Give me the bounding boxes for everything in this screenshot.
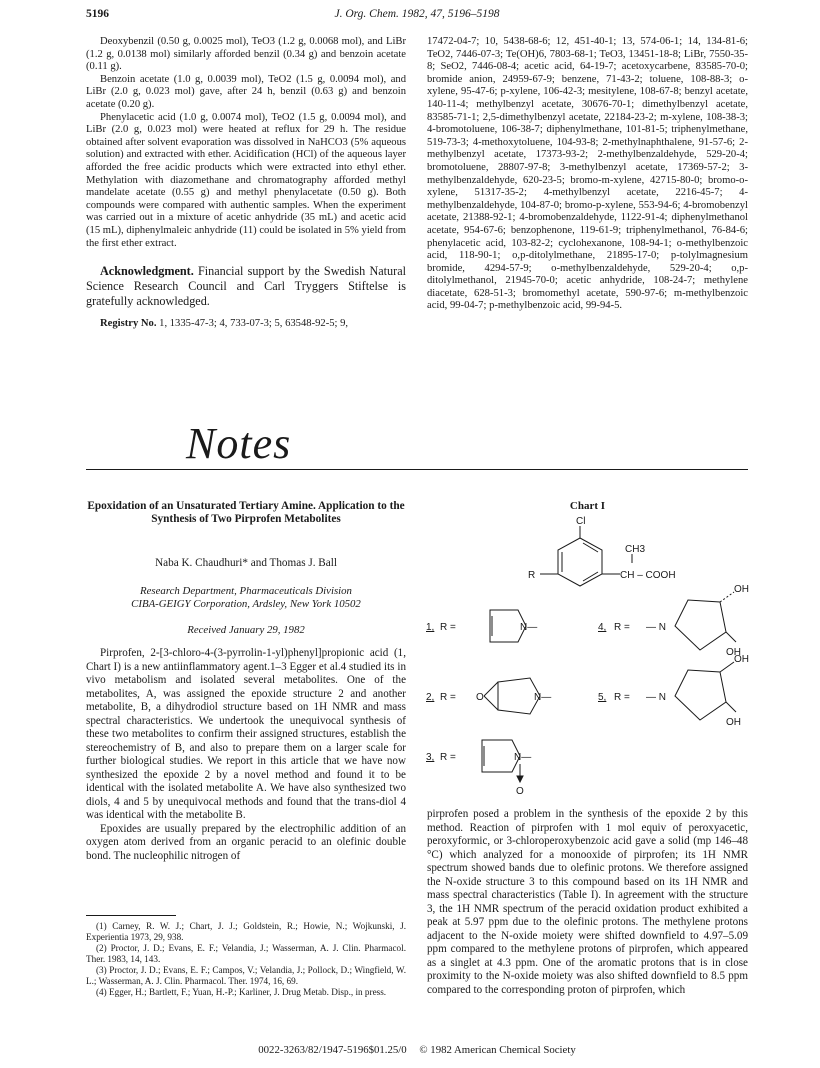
hydroxyl-label: OH xyxy=(726,717,741,728)
compound-5-number: 5, xyxy=(598,692,607,703)
prev-paragraph: Benzoin acetate (1.0 g, 0.0039 mol), TeO2 (1.5 g, 0.0094 mol), and LiBr (2.0 g, 0.023 mol) gave, after 24 h, benzil (0.63 g) and benzoin acetate (0.20 g). xyxy=(86,73,406,110)
footnote: (4) Egger, H.; Bartlett, F.; Yuan, H.-P.; Karliner, J. Drug Metab. Disp., in press. xyxy=(96,987,387,997)
compound-3-structure xyxy=(426,740,531,796)
r-equals: R = xyxy=(614,622,630,633)
acid-label: CH – COOH xyxy=(620,570,676,581)
article-code: 0022-3263/82/1947-5196$01.25/0 xyxy=(258,1044,407,1056)
affiliation-line: Research Department, Pharmaceuticals Division xyxy=(140,585,352,597)
r-equals: R = xyxy=(440,622,456,633)
compound-1-number: 1, xyxy=(426,622,435,633)
footnote: (3) Proctor, J. D.; Evans, E. F.; Campos, V.; Velandia, J.; Pollock, D.; Wingfield, W. L.; Wasserman, A. J. Clin. Pharmacol. Ther. 1974, 16, 69. xyxy=(86,965,406,986)
article-title: Epoxidation of an Unsaturated Tertiary Amine. Application to the Synthesis of Two Pirprofen Metabolites xyxy=(87,500,405,525)
nitrogen-label: — N xyxy=(646,622,666,633)
registry-text-right: 17472-04-7; 10, 5438-68-6; 12, 451-40-1; 13, 574-06-1; 14, 134-81-6; TeO2, 7446-07-3; Te(OH)6, 7803-68-1; TeO3, 13451-18-8; LiBr, 7550-35-8; SeO2, 7446-08-4; acetic acid, 64-19-7; acetoxycarbene, 83585-70-0; bromide anion, 24959-67-9; benzene, 71-43-2; toluene, 108-88-3; o-xylene, 95-47-6; p-xylene, 106-42-3; mesitylene, 108-67-8; benzyl acetate, 140-11-4; methylbenzyl acetate, 30676-70-1; dimethylbenzyl acetate, 83585-71-1; 2,5-dimethylbenzyl acetate, 22184-23-2; m-xylene, 108-38-3; 4-bromotoluene, 106-38-7; diphenylmethane, 101-81-5; triphenylmethane, 519-73-3; 4-methoxytoluene, 104-93-8; 2-methylnaphthalene, 91-57-6; 2-methylbenzyl acetate, 17373-93-2; 2-methylbenzaldehyde, 529-20-4; bromotoluene, 28807-97-8; 3-methylbenzyl acetate, 17369-57-2; 3-methylbenzaldehyde, 620-23-5; bromo-m-xylene, 42715-80-0; bromo-o-xylene, 51317-35-2; 4-methylbenzyl acetate, 2216-45-7; 4-methylbenzaldehyde, 104-87-0; bromo-p-xylene, 553-94-6; 4-bromobenzyl acetate, 21388-92-1; 4-bromobenzaldehyde, 1122-91-4; diphenylmethanol acetate, 954-67-6; benzophenone, 119-61-9; triphenylmethanol, 76-84-6; phenylacetic acid, 103-82-2; cyclohexanone, 108-94-1; o-methylbenzoic acid, 118-90-1; o,p-ditolylmethane, 21895-17-0; p-tolylmagnesium bromide, 4294-57-9; o-methylbenzaldehyde, 529-20-4; o,p-ditolylmethanol, 21945-70-0; acetic anhydride, 108-24-7; methylene diacetate, 628-51-3; bromomethyl acetate, 590-97-6; m-methylbenzoic acid, 99-04-7; p-methylbenzoic acid, 99-94-5. xyxy=(427,36,748,312)
nitrogen-label: N— xyxy=(520,622,538,633)
article-authors: Naba K. Chaudhuri* and Thomas J. Ball xyxy=(155,557,337,569)
footnote: (1) Carney, R. W. J.; Chart, J. J.; Goldstein, R.; Howie, N.; Wojkunski, J. Experientia 1973, 29, 938. xyxy=(86,921,406,942)
compound-5-structure xyxy=(598,654,749,728)
journal-citation xyxy=(86,8,748,20)
running-header xyxy=(86,8,748,24)
benzene-ring xyxy=(540,526,632,586)
section-title: Notes xyxy=(186,419,292,468)
hydroxyl-label: OH xyxy=(734,654,749,665)
r-equals: R = xyxy=(440,752,456,763)
compound-3-number: 3, xyxy=(426,752,435,763)
r-equals: R = xyxy=(440,692,456,703)
received-date: Received January 29, 1982 xyxy=(187,624,305,636)
hydroxyl-label: OH xyxy=(726,647,741,658)
journal-name: J. Org. Chem. xyxy=(334,8,399,20)
methyl-label: CH3 xyxy=(625,544,646,555)
body-paragraph: pirprofen posed a problem in the synthesis of the epoxide 2 by this method. Reaction of pirprofen with 1 mol equiv of peroxyacetic, peroxyformic, or 3-chloroperoxybenzoic acid gave a solid (mp 146–48 °C) which analyzed for a monooxide of pirprofen; its 1H NMR spectrum showed bands due to olefinic protons. We therefore assigned the N-oxide structure 3 to this compound based on its 1H NMR and mass spectral characteristics (Table I). In agreement with the structure 3, the 1H NMR spectrum of the peracid oxidation product exhibited a peak at 5.97 ppm due to the olefinic protons. The methylene protons adjacent to the N-oxide moiety were shifted downfield to 4.97–5.09 ppm compared to the methylene protons of pirprofen, which appeared as a singlet at 4.3 ppm. One of the aromatic protons that is in close proximity to the N-oxide moiety was also shifted downfield to 8.5 ppm compared to the corresponding proton of pirprofen, which xyxy=(427,808,748,996)
chart-title: Chart I xyxy=(569,500,606,512)
footnotes xyxy=(86,915,406,998)
n-oxide-oxygen-label: O xyxy=(516,786,524,796)
footnote-rule xyxy=(86,915,176,916)
r-label: R xyxy=(528,570,536,581)
registry-line xyxy=(86,318,406,331)
compound-4-number: 4, xyxy=(598,622,607,633)
compound-2-structure xyxy=(426,678,551,714)
ack-heading: Acknowledgment. xyxy=(100,264,194,279)
hydroxyl-label: OH xyxy=(734,584,749,595)
registry-heading: Registry No. xyxy=(100,318,157,330)
journal-volume: 1982, 47, 5196–5198 xyxy=(401,8,500,20)
prev-article-left-column xyxy=(86,36,406,331)
article-affiliation xyxy=(86,585,406,610)
page-number: 5196 xyxy=(86,8,109,20)
body-paragraph: Pirprofen, 2-[3-chloro-4-(3-pyrrolin-1-yl)phenyl]propionic acid (1, Chart I) is a new antiinflammatory agent.1–3 Egger et al.4 studied its in vivo metabolism and isolated several metabolites. One of the metabolites, A, was assigned the epoxide structure 2 and another metabolite, B, a dihydrodiol structure based on 1H NMR and mass spectral characteristics. We undertook the unequivocal synthesis of these two metabolites to confirm their assigned structures, establish the stereochemistry of B, and also to prepare them on a larger scale for further biological studies. We report in this article that we have now synthesized the epoxide 2 by a novel method and found it to be identical with the isolated metabolite A. We have also synthesized two diols, 4 and 5 by unequivocal methods and found that the trans-diol 4 was identical with the metabolite B. xyxy=(86,647,406,821)
ack-text: Financial support by the Swedish Natural Science Research Council and Carl Tryggers Stiftelse is gratefully acknowledged. xyxy=(86,264,407,309)
article-body-left xyxy=(86,647,406,863)
chemical-structures-diagram xyxy=(420,514,750,796)
nitrogen-label: N— xyxy=(534,692,552,703)
prev-article-right-column xyxy=(427,36,748,313)
nitrogen-label: N— xyxy=(514,752,532,763)
compound-2-number: 2, xyxy=(426,692,435,703)
copyright-notice: © 1982 American Chemical Society xyxy=(419,1044,576,1056)
section-rule xyxy=(86,469,748,470)
body-paragraph: Epoxides are usually prepared by the electrophilic addition of an oxygen atom derived from an organic peracid to an olefinic double bond. The nucleophilic nitrogen of xyxy=(86,822,406,862)
footnote: (2) Proctor, J. D.; Evans, E. F.; Velandia, J.; Wasserman, A. J. Clin. Pharmacol. Ther. 1983, 14, 143. xyxy=(86,943,406,964)
chloro-label: Cl xyxy=(576,516,586,527)
article-body-right xyxy=(427,808,748,997)
compound-1-structure xyxy=(426,610,537,642)
page-footer xyxy=(86,1044,748,1056)
prev-paragraph: Phenylacetic acid (1.0 g, 0.0074 mol), TeO2 (1.5 g, 0.0094 mol), and LiBr (2.0 g, 0.023 mol) were heated at reflux for 29 h. The residue obtained after solvent evaporation was dissolved in NaHCO3 (5% aqueous solution) and extracted with ether. Acidification (HCl) of the aqueous layer afforded the free acidic products which were extracted into ethyl ether. Methylation with diazomethane and chromatography afforded methyl mandelate acetate (0.55 g) and methyl phenylacetate (0.50 g). Both compounds were compared with authentic samples. When the experiment was carried out in a mixture of acetic anhydride (35 mL) and acetic acid (15 mL), diphenylmaleic anhydride (11) could be isolated in 5% yield from the first ether extract. xyxy=(86,111,406,249)
acknowledgment xyxy=(86,264,406,309)
prev-paragraph: Deoxybenzil (0.50 g, 0.0025 mol), TeO3 (1.2 g, 0.0068 mol), and LiBr (1.2 g, 0.0138 mol) similarly afforded benzil (0.34 g) and benzoin acetate (0.11 g). xyxy=(86,36,406,73)
nitrogen-label: — N xyxy=(646,692,666,703)
epoxide-oxygen-label: O xyxy=(476,692,484,703)
compound-4-structure xyxy=(598,584,749,658)
registry-text-left: 1, 1335-47-3; 4, 733-07-3; 5, 63548-92-5; 9, xyxy=(159,318,349,330)
r-equals: R = xyxy=(614,692,630,703)
affiliation-line: CIBA-GEIGY Corporation, Ardsley, New York 10502 xyxy=(131,597,361,610)
